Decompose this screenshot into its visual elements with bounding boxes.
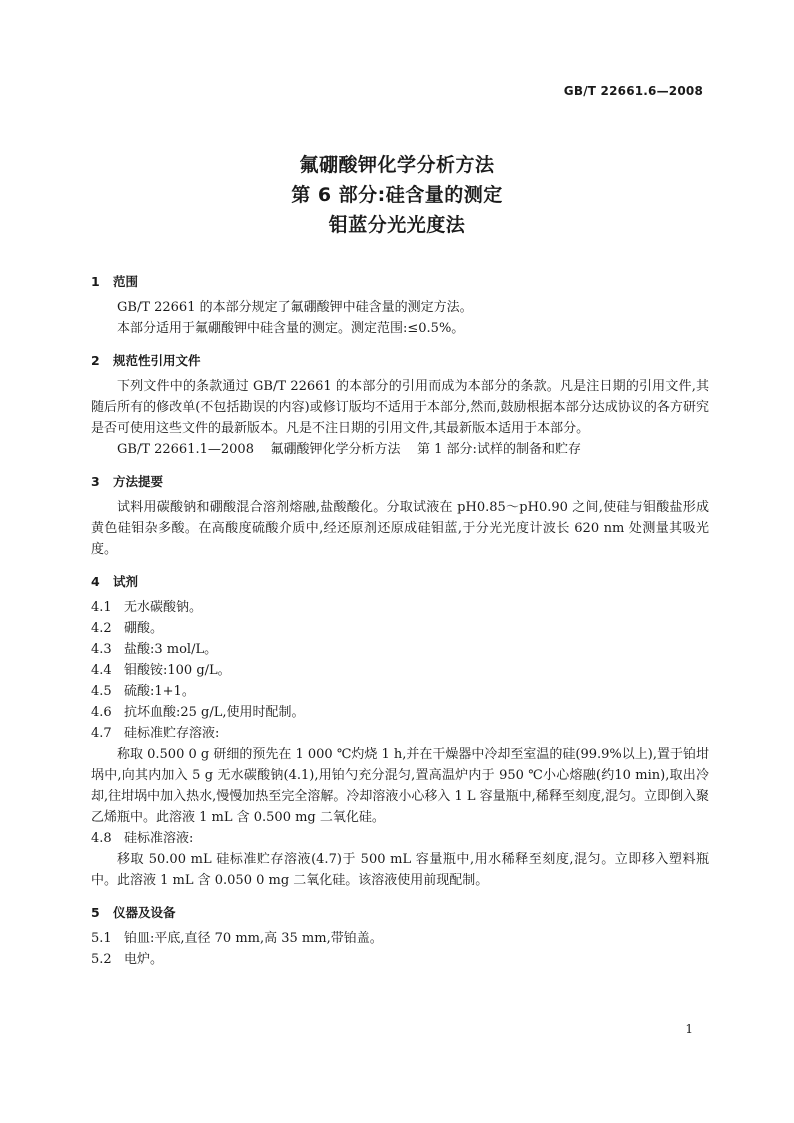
item-text: 盐酸:3 mol/L。 bbox=[124, 642, 218, 657]
paragraph: GB/T 22661 的本部分规定了氟硼酸钾中硅含量的测定方法。 bbox=[117, 300, 473, 315]
item-number: 4.7 bbox=[91, 726, 112, 741]
section-title: 试剂 bbox=[113, 574, 139, 589]
section-heading-method-summary bbox=[91, 472, 709, 492]
item-number: 4.4 bbox=[91, 663, 112, 678]
section-title: 范围 bbox=[113, 274, 139, 289]
document-title bbox=[0, 150, 794, 240]
section-title: 规范性引用文件 bbox=[113, 353, 201, 368]
section-heading-apparatus bbox=[91, 903, 709, 923]
section-heading-reagents bbox=[91, 572, 709, 592]
section-number: 2 bbox=[91, 353, 100, 368]
item-number: 5.1 bbox=[91, 931, 112, 946]
paragraph: 试料用碳酸钠和硼酸混合溶剂熔融,盐酸酸化。分取试液在 pH0.85～pH0.90 之间,使硅与钼酸盐形成黄色硅钼杂多酸。在高酸度硫酸介质中,经还原剂还原成硅钼蓝,于分光光度计波长 620 nm 处测量其吸光度。 bbox=[91, 500, 709, 557]
section-title: 仪器及设备 bbox=[113, 905, 176, 920]
title-line-2: 第 6 部分:硅含量的测定 bbox=[291, 184, 503, 206]
item-number: 4.3 bbox=[91, 642, 112, 657]
list-item bbox=[91, 723, 709, 744]
item-text: 抗坏血酸:25 g/L,使用时配制。 bbox=[124, 705, 305, 720]
item-text: 硼酸。 bbox=[124, 621, 164, 636]
section-number: 3 bbox=[91, 474, 100, 489]
item-text: 硅标准溶液: bbox=[124, 831, 194, 846]
item-number: 4.1 bbox=[91, 600, 112, 615]
section-title: 方法提要 bbox=[113, 474, 164, 489]
item-number: 4.8 bbox=[91, 831, 112, 846]
paragraph: 移取 50.00 mL 硅标准贮存溶液(4.7)于 500 mL 容量瓶中,用水稀释至刻度,混匀。立即移入塑料瓶中。此溶液 1 mL 含 0.050 0 mg 二氧化硅。该溶液使用前现配制。 bbox=[91, 852, 709, 888]
list-item bbox=[91, 949, 709, 970]
item-text: 钼酸铵:100 g/L。 bbox=[124, 663, 231, 678]
item-text: 硫酸:1+1。 bbox=[124, 684, 195, 699]
paragraph: 称取 0.500 0 g 研细的预先在 1 000 ℃灼烧 1 h,并在干燥器中冷却至室温的硅(99.9%以上),置于铂坩埚中,向其内加入 5 g 无水碳酸钠(4.1),用铂勺充分混匀,置高温炉内于 950 ℃小心熔融(约10 min),取出冷却,往坩埚中加入热水,慢慢加热至完全溶解。冷却溶液小心移入 1 L 容量瓶中,稀释至刻度,混匀。立即倒入聚乙烯瓶中。此溶液 1 mL 含 0.500 mg 二氧化硅。 bbox=[91, 747, 709, 825]
page-number: 1 bbox=[685, 1022, 693, 1036]
item-number: 5.2 bbox=[91, 952, 112, 967]
list-item bbox=[91, 597, 709, 618]
section-number: 5 bbox=[91, 905, 100, 920]
title-line-1: 氟硼酸钾化学分析方法 bbox=[299, 154, 495, 176]
item-text: 硅标准贮存溶液: bbox=[124, 726, 220, 741]
item-text: 无水碳酸钠。 bbox=[124, 600, 203, 615]
item-text: 电炉。 bbox=[124, 952, 164, 967]
standard-code: GB/T 22661.6—2008 bbox=[563, 84, 703, 98]
document-body bbox=[91, 272, 709, 970]
reference-entry: GB/T 22661.1—2008 氟硼酸钾化学分析方法 第 1 部分:试样的制备和贮存 bbox=[117, 442, 581, 457]
section-number: 1 bbox=[91, 274, 100, 289]
paragraph: 下列文件中的条款通过 GB/T 22661 的本部分的引用而成为本部分的条款。凡是注日期的引用文件,其随后所有的修改单(不包括勘误的内容)或修订版均不适用于本部分,然而,鼓励根据本部分达成协议的各方研究是否可使用这些文件的最新版本。凡是不注日期的引用文件,其最新版本适用于本部分。 bbox=[91, 379, 709, 436]
list-item bbox=[91, 828, 709, 849]
list-item bbox=[91, 618, 709, 639]
list-item bbox=[91, 928, 709, 949]
section-heading-scope bbox=[91, 272, 709, 292]
list-item bbox=[91, 660, 709, 681]
list-item bbox=[91, 681, 709, 702]
item-text: 铂皿:平底,直径 70 mm,高 35 mm,带铂盖。 bbox=[124, 931, 383, 946]
title-line-3: 钼蓝分光光度法 bbox=[328, 214, 466, 236]
item-number: 4.2 bbox=[91, 621, 112, 636]
section-number: 4 bbox=[91, 574, 100, 589]
item-number: 4.6 bbox=[91, 705, 112, 720]
item-number: 4.5 bbox=[91, 684, 112, 699]
list-item bbox=[91, 639, 709, 660]
section-heading-normative-references bbox=[91, 351, 709, 371]
list-item bbox=[91, 702, 709, 723]
paragraph: 本部分适用于氟硼酸钾中硅含量的测定。测定范围:≤0.5%。 bbox=[117, 321, 465, 336]
